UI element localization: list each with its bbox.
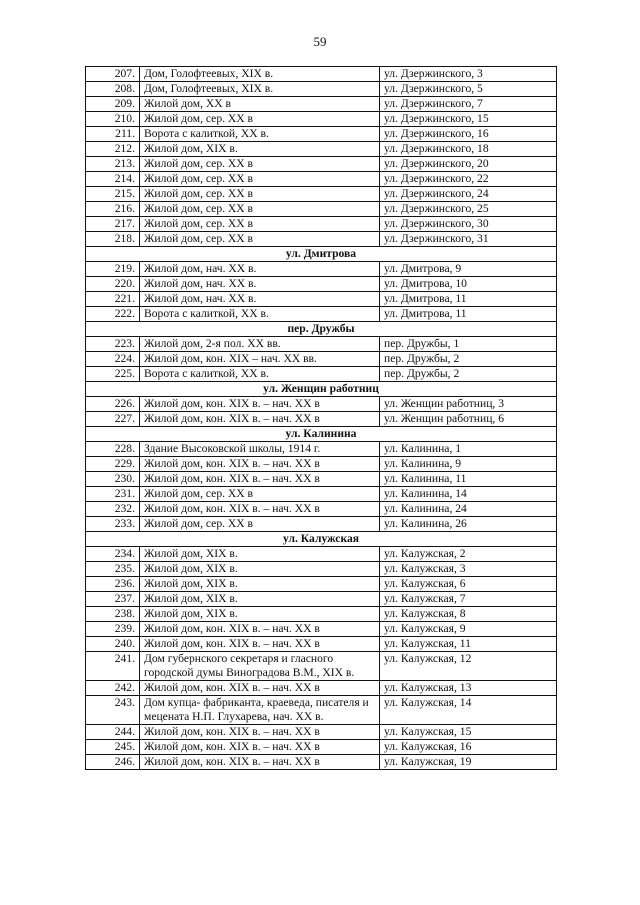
row-number: 219.	[86, 262, 140, 277]
object-name: Жилой дом, XIX в.	[140, 577, 380, 592]
table-row	[86, 412, 557, 427]
object-name: Жилой дом, нач. XX в.	[140, 262, 380, 277]
object-name: Жилой дом, кон. XIX в. – нач. XX в	[140, 740, 380, 755]
row-number: 216.	[86, 202, 140, 217]
row-number: 240.	[86, 637, 140, 652]
page-number: 59	[313, 34, 327, 49]
object-address: ул. Женщин работниц, 3	[380, 397, 557, 412]
object-address: ул. Дзержинского, 7	[380, 97, 557, 112]
table-row	[86, 681, 557, 696]
object-name: Жилой дом, кон. XIX в. – нач. XX в	[140, 637, 380, 652]
object-address: ул. Дзержинского, 3	[380, 67, 557, 82]
table-row	[86, 472, 557, 487]
object-name: Жилой дом, сер. XX в	[140, 202, 380, 217]
table-row	[86, 157, 557, 172]
table-row	[86, 142, 557, 157]
table-row	[86, 607, 557, 622]
row-number: 211.	[86, 127, 140, 142]
row-number: 215.	[86, 187, 140, 202]
object-address: ул. Дзержинского, 18	[380, 142, 557, 157]
row-number: 233.	[86, 517, 140, 532]
row-number: 241.	[86, 652, 140, 681]
object-address: ул. Дзержинского, 15	[380, 112, 557, 127]
row-number: 209.	[86, 97, 140, 112]
table-row	[86, 577, 557, 592]
row-number: 242.	[86, 681, 140, 696]
object-address: ул. Дзержинского, 31	[380, 232, 557, 247]
row-number: 222.	[86, 307, 140, 322]
row-number: 224.	[86, 352, 140, 367]
row-number: 244.	[86, 725, 140, 740]
object-address: ул. Дзержинского, 25	[380, 202, 557, 217]
object-address: ул. Калужская, 7	[380, 592, 557, 607]
object-address: ул. Дзержинского, 5	[380, 82, 557, 97]
object-name: Жилой дом, кон. XIX – нач. XX вв.	[140, 352, 380, 367]
street-section-header	[86, 322, 557, 337]
object-name: Здание Высоковской школы, 1914 г.	[140, 442, 380, 457]
street-section-header	[86, 382, 557, 397]
object-address: ул. Калужская, 13	[380, 681, 557, 696]
object-name: Жилой дом, сер. XX в	[140, 217, 380, 232]
object-name: Жилой дом, сер. XX в	[140, 157, 380, 172]
table-row	[86, 487, 557, 502]
street-section-header	[86, 532, 557, 547]
object-name: Дом купца- фабриканта, краеведа, писателя и мецената Н.П. Глухарева, нач. XX в.	[140, 696, 380, 725]
monuments-table-body	[86, 67, 557, 770]
object-name: Жилой дом, сер. XX в	[140, 112, 380, 127]
table-row	[86, 457, 557, 472]
table-row	[86, 97, 557, 112]
street-section-header	[86, 427, 557, 442]
row-number: 218.	[86, 232, 140, 247]
street-section-title: ул. Калужская	[86, 532, 557, 547]
row-number: 223.	[86, 337, 140, 352]
object-name: Жилой дом, XIX в.	[140, 562, 380, 577]
object-address: ул. Дмитрова, 11	[380, 307, 557, 322]
object-name: Жилой дом, XIX в.	[140, 547, 380, 562]
table-row	[86, 562, 557, 577]
table-row	[86, 172, 557, 187]
object-address: ул. Женщин работниц, 6	[380, 412, 557, 427]
row-number: 212.	[86, 142, 140, 157]
table-row	[86, 232, 557, 247]
object-name: Жилой дом, XX в	[140, 97, 380, 112]
row-number: 229.	[86, 457, 140, 472]
object-name: Жилой дом, сер. XX в	[140, 172, 380, 187]
object-address: ул. Калужская, 11	[380, 637, 557, 652]
table-row	[86, 292, 557, 307]
table-row	[86, 82, 557, 97]
object-address: ул. Дмитрова, 11	[380, 292, 557, 307]
table-row	[86, 622, 557, 637]
object-address: ул. Калужская, 15	[380, 725, 557, 740]
object-name: Жилой дом, 2-я пол. XX вв.	[140, 337, 380, 352]
table-row	[86, 592, 557, 607]
object-name: Жилой дом, кон. XIX в. – нач. XX в	[140, 755, 380, 770]
object-name: Ворота с калиткой, XX в.	[140, 307, 380, 322]
table-row	[86, 725, 557, 740]
row-number: 235.	[86, 562, 140, 577]
object-name: Жилой дом, сер. XX в	[140, 487, 380, 502]
row-number: 207.	[86, 67, 140, 82]
object-address: ул. Калужская, 16	[380, 740, 557, 755]
object-name: Жилой дом, кон. XIX в. – нач. XX в	[140, 622, 380, 637]
table-row	[86, 127, 557, 142]
table-row	[86, 517, 557, 532]
object-address: ул. Дзержинского, 22	[380, 172, 557, 187]
row-number: 243.	[86, 696, 140, 725]
row-number: 238.	[86, 607, 140, 622]
street-section-title: ул. Калинина	[86, 427, 557, 442]
object-name: Жилой дом, XIX в.	[140, 607, 380, 622]
table-row	[86, 696, 557, 725]
row-number: 239.	[86, 622, 140, 637]
object-address: ул. Калинина, 14	[380, 487, 557, 502]
object-address: ул. Дзержинского, 24	[380, 187, 557, 202]
row-number: 225.	[86, 367, 140, 382]
object-name: Дом губернского секретаря и гласного городской думы Виноградова В.М., XIX в.	[140, 652, 380, 681]
object-address: ул. Дмитрова, 9	[380, 262, 557, 277]
table-row	[86, 307, 557, 322]
object-address: ул. Дмитрова, 10	[380, 277, 557, 292]
object-name: Жилой дом, кон. XIX в. – нач. XX в	[140, 412, 380, 427]
row-number: 246.	[86, 755, 140, 770]
row-number: 226.	[86, 397, 140, 412]
table-row	[86, 187, 557, 202]
row-number: 214.	[86, 172, 140, 187]
object-name: Жилой дом, сер. XX в	[140, 517, 380, 532]
street-section-title: пер. Дружбы	[86, 322, 557, 337]
object-address: ул. Калинина, 1	[380, 442, 557, 457]
row-number: 232.	[86, 502, 140, 517]
row-number: 220.	[86, 277, 140, 292]
object-address: ул. Калужская, 2	[380, 547, 557, 562]
object-name: Жилой дом, нач. XX в.	[140, 292, 380, 307]
object-address: ул. Калинина, 11	[380, 472, 557, 487]
object-address: ул. Калужская, 12	[380, 652, 557, 681]
object-address: ул. Калинина, 26	[380, 517, 557, 532]
table-row	[86, 397, 557, 412]
table-row	[86, 202, 557, 217]
table-row	[86, 442, 557, 457]
object-name: Жилой дом, кон. XIX в. – нач. XX в	[140, 502, 380, 517]
object-name: Жилой дом, кон. XIX в. – нач. XX в	[140, 457, 380, 472]
street-section-title: ул. Дмитрова	[86, 247, 557, 262]
table-row	[86, 637, 557, 652]
table-row	[86, 217, 557, 232]
row-number: 210.	[86, 112, 140, 127]
table-row	[86, 337, 557, 352]
row-number: 236.	[86, 577, 140, 592]
table-row	[86, 67, 557, 82]
table-row	[86, 502, 557, 517]
object-address: пер. Дружбы, 2	[380, 352, 557, 367]
table-row	[86, 277, 557, 292]
row-number: 227.	[86, 412, 140, 427]
table-row	[86, 755, 557, 770]
object-name: Жилой дом, кон. XIX в. – нач. XX в	[140, 397, 380, 412]
row-number: 208.	[86, 82, 140, 97]
row-number: 245.	[86, 740, 140, 755]
object-name: Жилой дом, сер. XX в	[140, 232, 380, 247]
object-name: Дом, Голофтеевых, XIX в.	[140, 67, 380, 82]
row-number: 231.	[86, 487, 140, 502]
object-address: ул. Калужская, 6	[380, 577, 557, 592]
table-row	[86, 262, 557, 277]
street-section-header	[86, 247, 557, 262]
row-number: 217.	[86, 217, 140, 232]
object-name: Жилой дом, кон. XIX в. – нач. XX в	[140, 472, 380, 487]
object-address: ул. Дзержинского, 16	[380, 127, 557, 142]
row-number: 237.	[86, 592, 140, 607]
object-address: ул. Калужская, 14	[380, 696, 557, 725]
object-name: Ворота с калиткой, XX в.	[140, 367, 380, 382]
monuments-table	[85, 66, 557, 770]
object-address: пер. Дружбы, 1	[380, 337, 557, 352]
row-number: 221.	[86, 292, 140, 307]
table-row	[86, 547, 557, 562]
row-number: 234.	[86, 547, 140, 562]
object-address: пер. Дружбы, 2	[380, 367, 557, 382]
object-name: Жилой дом, XIX в.	[140, 142, 380, 157]
object-address: ул. Калужская, 9	[380, 622, 557, 637]
object-name: Жилой дом, кон. XIX в. – нач. XX в	[140, 681, 380, 696]
object-address: ул. Калужская, 19	[380, 755, 557, 770]
table-row	[86, 652, 557, 681]
row-number: 228.	[86, 442, 140, 457]
table-row	[86, 352, 557, 367]
object-address: ул. Калинина, 24	[380, 502, 557, 517]
row-number: 230.	[86, 472, 140, 487]
object-name: Жилой дом, XIX в.	[140, 592, 380, 607]
object-address: ул. Дзержинского, 30	[380, 217, 557, 232]
row-number: 213.	[86, 157, 140, 172]
object-name: Жилой дом, сер. XX в	[140, 187, 380, 202]
object-address: ул. Калужская, 8	[380, 607, 557, 622]
object-name: Жилой дом, нач. XX в.	[140, 277, 380, 292]
table-row	[86, 112, 557, 127]
object-name: Дом, Голофтеевых, XIX в.	[140, 82, 380, 97]
object-address: ул. Калинина, 9	[380, 457, 557, 472]
object-name: Жилой дом, кон. XIX в. – нач. XX в	[140, 725, 380, 740]
street-section-title: ул. Женщин работниц	[86, 382, 557, 397]
object-name: Ворота с калиткой, XX в.	[140, 127, 380, 142]
object-address: ул. Дзержинского, 20	[380, 157, 557, 172]
object-address: ул. Калужская, 3	[380, 562, 557, 577]
table-row	[86, 740, 557, 755]
table-row	[86, 367, 557, 382]
